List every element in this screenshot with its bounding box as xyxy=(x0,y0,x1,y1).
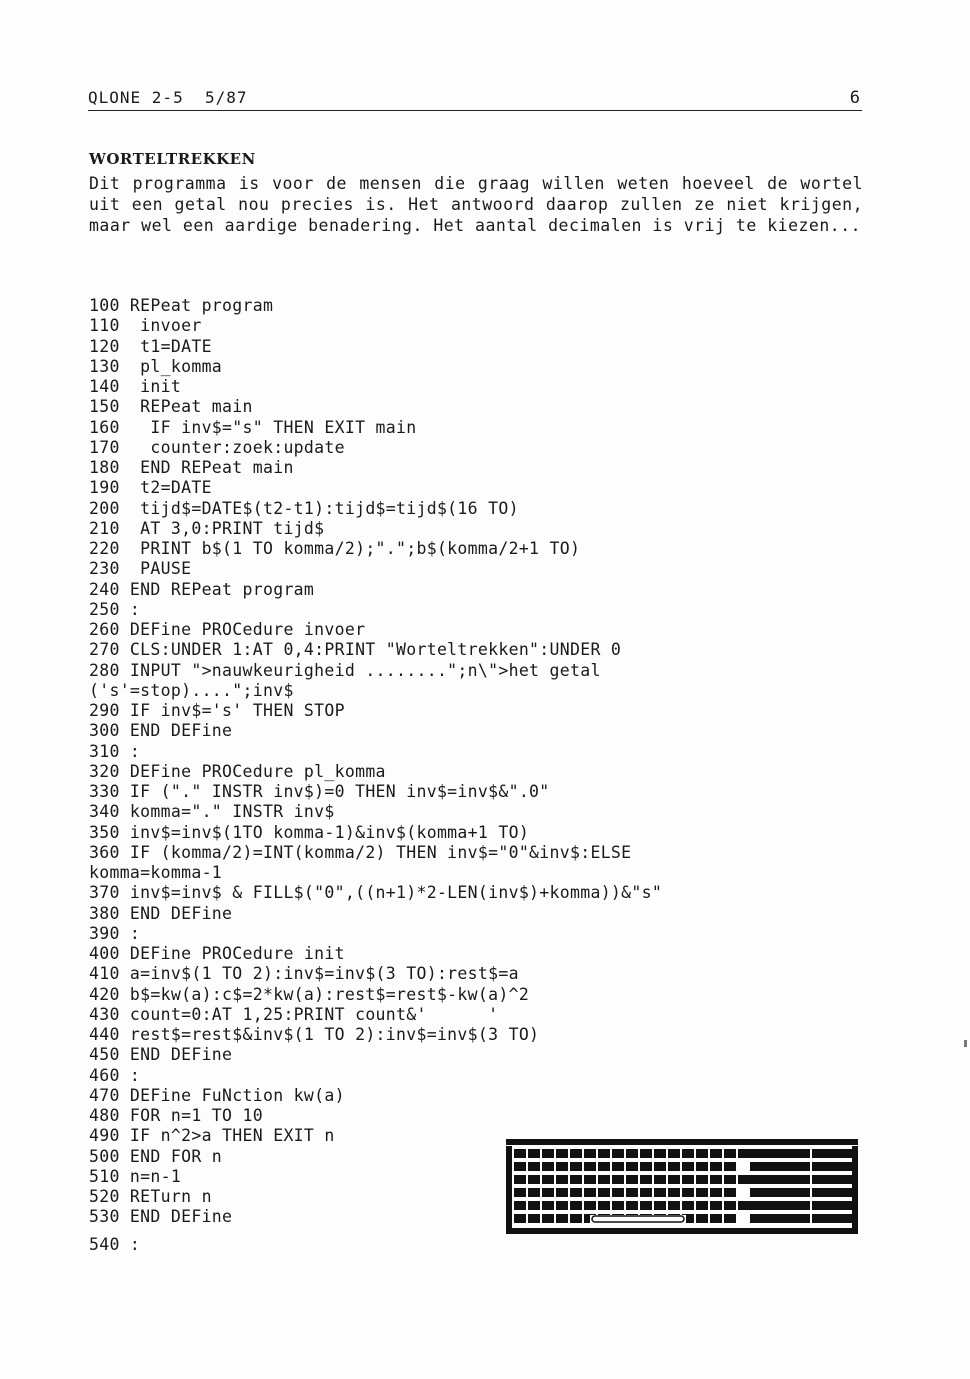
code-line: 150 REPeat main xyxy=(89,397,253,417)
code-line: 170 counter:zoek:update xyxy=(89,437,345,457)
code-line: 500 END FOR n xyxy=(89,1146,223,1166)
code-listing xyxy=(89,296,662,1228)
code-line: 400 DEFine PROCedure init xyxy=(89,944,345,963)
code-line: 330 IF ("." INSTR inv$)=0 THEN inv$=inv$&".0" xyxy=(89,782,550,801)
page-header xyxy=(88,86,862,111)
code-line-final: 540 : xyxy=(89,1235,141,1254)
code-line: 140 init xyxy=(89,377,182,396)
code-line: 440 rest$=rest$&inv$(1 TO 2):inv$=inv$(3 TO) xyxy=(89,1025,540,1044)
code-line: 480 FOR n=1 TO 10 xyxy=(89,1106,263,1125)
code-line: 370 inv$=inv$ & FILL$("0",((n+1)*2-LEN(inv$)+komma))&"s" xyxy=(89,883,663,903)
code-line: 410 a=inv$(1 TO 2):inv$=inv$(3 TO):rest$=a xyxy=(89,964,519,984)
code-line: 420 b$=kw(a):c$=2*kw(a):rest$=rest$-kw(a)^2 xyxy=(89,984,530,1004)
code-line: 530 END DEFine xyxy=(89,1207,233,1227)
code-line: 300 END DEFine xyxy=(89,721,233,741)
code-line: 120 t1=DATE xyxy=(89,336,212,356)
article-title: WORTELTREKKEN xyxy=(89,150,256,168)
code-line: 240 END REPeat program xyxy=(89,579,315,599)
code-line: 250 : xyxy=(89,599,141,619)
code-line: 340 komma="." INSTR inv$ xyxy=(89,802,335,822)
code-line: 180 END REPeat main xyxy=(89,458,294,477)
code-line: 380 END DEFine xyxy=(89,903,233,923)
code-line: 470 DEFine FuNction kw(a) xyxy=(89,1085,345,1105)
code-line: 160 IF inv$="s" THEN EXIT main xyxy=(89,417,417,437)
code-line: 390 : xyxy=(89,923,141,943)
code-line: 100 REPeat program xyxy=(89,296,274,315)
code-line: 310 : xyxy=(89,741,141,761)
margin-mark xyxy=(964,1040,967,1047)
code-line: 520 RETurn n xyxy=(89,1187,212,1206)
code-line: 230 PAUSE xyxy=(89,559,192,579)
page-number: 6 xyxy=(849,88,860,108)
code-line: 270 CLS:UNDER 1:AT 0,4:PRINT "Worteltrekken":UNDER 0 xyxy=(89,640,622,660)
keyboard-logo xyxy=(506,1136,858,1236)
code-line: 350 inv$=inv$(1TO komma-1)&inv$(komma+1 TO) xyxy=(89,822,530,842)
code-line: 490 IF n^2>a THEN EXIT n xyxy=(89,1126,335,1146)
code-line: 260 DEFine PROCedure invoer xyxy=(89,620,366,639)
code-line: 450 END DEFine xyxy=(89,1045,233,1065)
code-line: ('s'=stop)....";inv$ xyxy=(89,680,294,700)
code-line: 190 t2=DATE xyxy=(89,478,212,498)
code-line: 210 AT 3,0:PRINT tijd$ xyxy=(89,518,325,538)
code-line: 360 IF (komma/2)=INT(komma/2) THEN inv$="0"&inv$:ELSE xyxy=(89,842,632,862)
code-line: 510 n=n-1 xyxy=(89,1166,182,1186)
code-line: komma=komma-1 xyxy=(89,863,223,882)
article-intro: Dit programma is voor de mensen die graag willen weten hoeveel de wortel uit een getal nou precies is. Het antwoord daarop zullen ze niet krijgen, maar wel een aardige benadering. Het aantal decimalen is vrij te kiezen... xyxy=(89,174,863,235)
code-line: 110 invoer xyxy=(89,316,202,336)
code-line: 430 count=0:AT 1,25:PRINT count&' ' xyxy=(89,1004,499,1024)
code-line: 220 PRINT b$(1 TO komma/2);".";b$(komma/2+1 TO) xyxy=(89,539,581,558)
code-line: 320 DEFine PROCedure pl_komma xyxy=(89,761,386,781)
masthead: QLONE 2-5 5/87 xyxy=(88,88,248,107)
code-line: 200 tijd$=DATE$(t2-t1):tijd$=tijd$(16 TO) xyxy=(89,498,519,518)
code-line: 280 INPUT ">nauwkeurigheid ........";n\">het getal xyxy=(89,660,601,680)
code-line: 290 IF inv$='s' THEN STOP xyxy=(89,701,345,720)
code-line: 460 : xyxy=(89,1065,141,1085)
code-line: 130 pl_komma xyxy=(89,356,223,376)
